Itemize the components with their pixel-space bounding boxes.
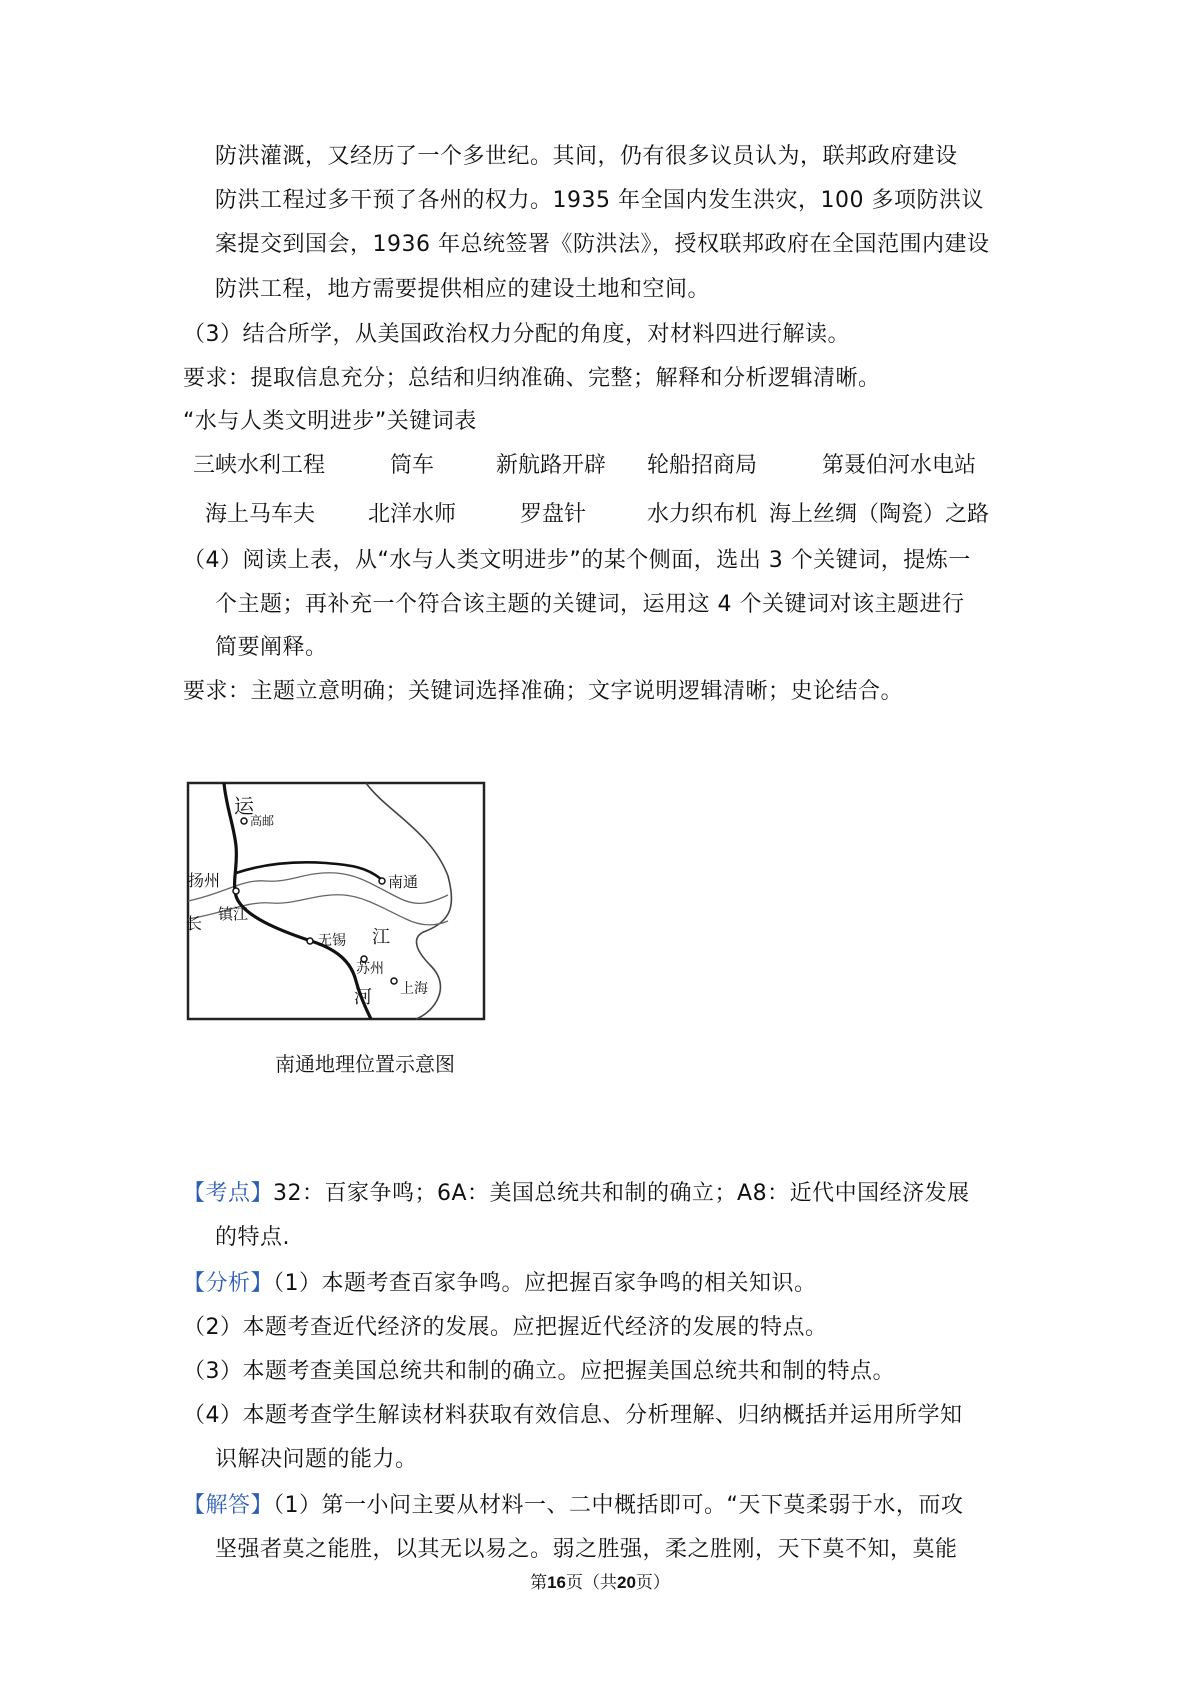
text-line: 识解决问题的能力。 (215, 1447, 418, 1472)
city-dot (307, 938, 313, 944)
map-label: 上海 (400, 981, 428, 997)
fenxi-text: （1）本题考查百家争鸣。应把握百家争鸣的相关知识。 (273, 1271, 817, 1296)
jieda-tag: 【解答】 (183, 1493, 274, 1518)
text-line: 防洪工程过多干预了各州的权力。1935 年全国内发生洪灾，100 多项防洪议 (215, 188, 984, 213)
keyword: 北洋水师 (368, 502, 457, 527)
map-label: 高邮 (250, 814, 275, 828)
map-label: 江 (372, 927, 390, 948)
keyword: 海上马车夫 (205, 502, 316, 527)
question-3: （3）结合所学，从美国政治权力分配的角度，对材料四进行解读。 (183, 322, 850, 347)
footer-text: 页（共 (566, 1573, 617, 1593)
city-dot (241, 818, 247, 824)
keyword: 罗盘针 (520, 502, 587, 527)
keyword: 轮船招商局 (647, 453, 758, 478)
fenxi-line (183, 1269, 817, 1299)
keyword: 水力织布机 (647, 502, 758, 527)
text-line: 防洪灌溉，又经历了一个多世纪。其间，仍有很多议员认为，联邦政府建设 (215, 144, 958, 169)
map-label: 苏州 (356, 961, 384, 977)
requirement-4: 要求：主题立意明确；关键词选择准确；文字说明逻辑清晰；史论结合。 (183, 679, 904, 704)
page-footer (0, 1571, 1200, 1595)
kaodian-tag: 【考点】 (183, 1181, 274, 1206)
requirement-3: 要求：提取信息充分；总结和归纳准确、完整；解释和分析逻辑清晰。 (183, 366, 881, 391)
keyword-table-title: “水与人类文明进步”关键词表 (183, 409, 477, 434)
map-label: 河 (354, 987, 372, 1008)
page-number: 16 (547, 1573, 566, 1592)
question-4: （4）阅读上表，从“水与人类文明进步”的某个侧面，选出 3 个关键词，提炼一 (183, 548, 971, 573)
map-label: 无锡 (318, 933, 346, 949)
keyword-row (0, 451, 1200, 481)
text-line: 的特点. (215, 1225, 290, 1250)
city-dot (379, 878, 385, 884)
text-line: （3）本题考查美国总统共和制的确立。应把握美国总统共和制的特点。 (183, 1359, 895, 1384)
map-label: 南通 (388, 873, 419, 891)
text-line: 坚强者莫之能胜，以其无以易之。弱之胜强，柔之胜刚，天下莫不知，莫能 (215, 1537, 958, 1562)
map-label: 长 (186, 914, 203, 933)
city-dot (391, 978, 397, 984)
kaodian-line (183, 1179, 970, 1209)
map-caption: 南通地理位置示意图 (275, 1052, 455, 1076)
kaodian-text: 32：百家争鸣；6A：美国总统共和制的确立；A8：近代中国经济发展 (273, 1181, 970, 1206)
jieda-line (183, 1491, 963, 1521)
text-line: 简要阐释。 (215, 635, 328, 660)
keyword-row (0, 500, 1200, 530)
text-line: 防洪工程，地方需要提供相应的建设土地和空间。 (215, 277, 711, 302)
keyword: 第聂伯河水电站 (822, 453, 977, 478)
keyword: 三峡水利工程 (193, 453, 326, 478)
nantong-map-figure (186, 781, 486, 1021)
text-line: 案提交到国会，1936 年总统签署《防洪法》，授权联邦政府在全国范围内建设 (215, 232, 990, 257)
map-label: 运 (234, 794, 254, 818)
footer-text: 页） (635, 1573, 670, 1593)
keyword: 海上丝绸（陶瓷）之路 (769, 502, 990, 527)
footer-text: 第 (530, 1573, 548, 1593)
text-line: 个主题；再补充一个符合该主题的关键词，运用这 4 个关键词对该主题进行 (215, 592, 965, 617)
jieda-text: （1）第一小问主要从材料一、二中概括即可。“天下莫柔弱于水，而攻 (273, 1493, 964, 1518)
page-total: 20 (617, 1573, 636, 1592)
map-label: 镇江 (218, 905, 249, 923)
text-line: （2）本题考查近代经济的发展。应把握近代经济的发展的特点。 (183, 1315, 828, 1340)
fenxi-tag: 【分析】 (183, 1271, 274, 1296)
keyword: 新航路开辟 (496, 453, 607, 478)
keyword: 筒车 (390, 453, 435, 478)
map-label: 扬州 (188, 871, 221, 890)
text-line: （4）本题考查学生解读材料获取有效信息、分析理解、归纳概括并运用所学知 (183, 1403, 963, 1428)
city-dot (233, 888, 239, 894)
